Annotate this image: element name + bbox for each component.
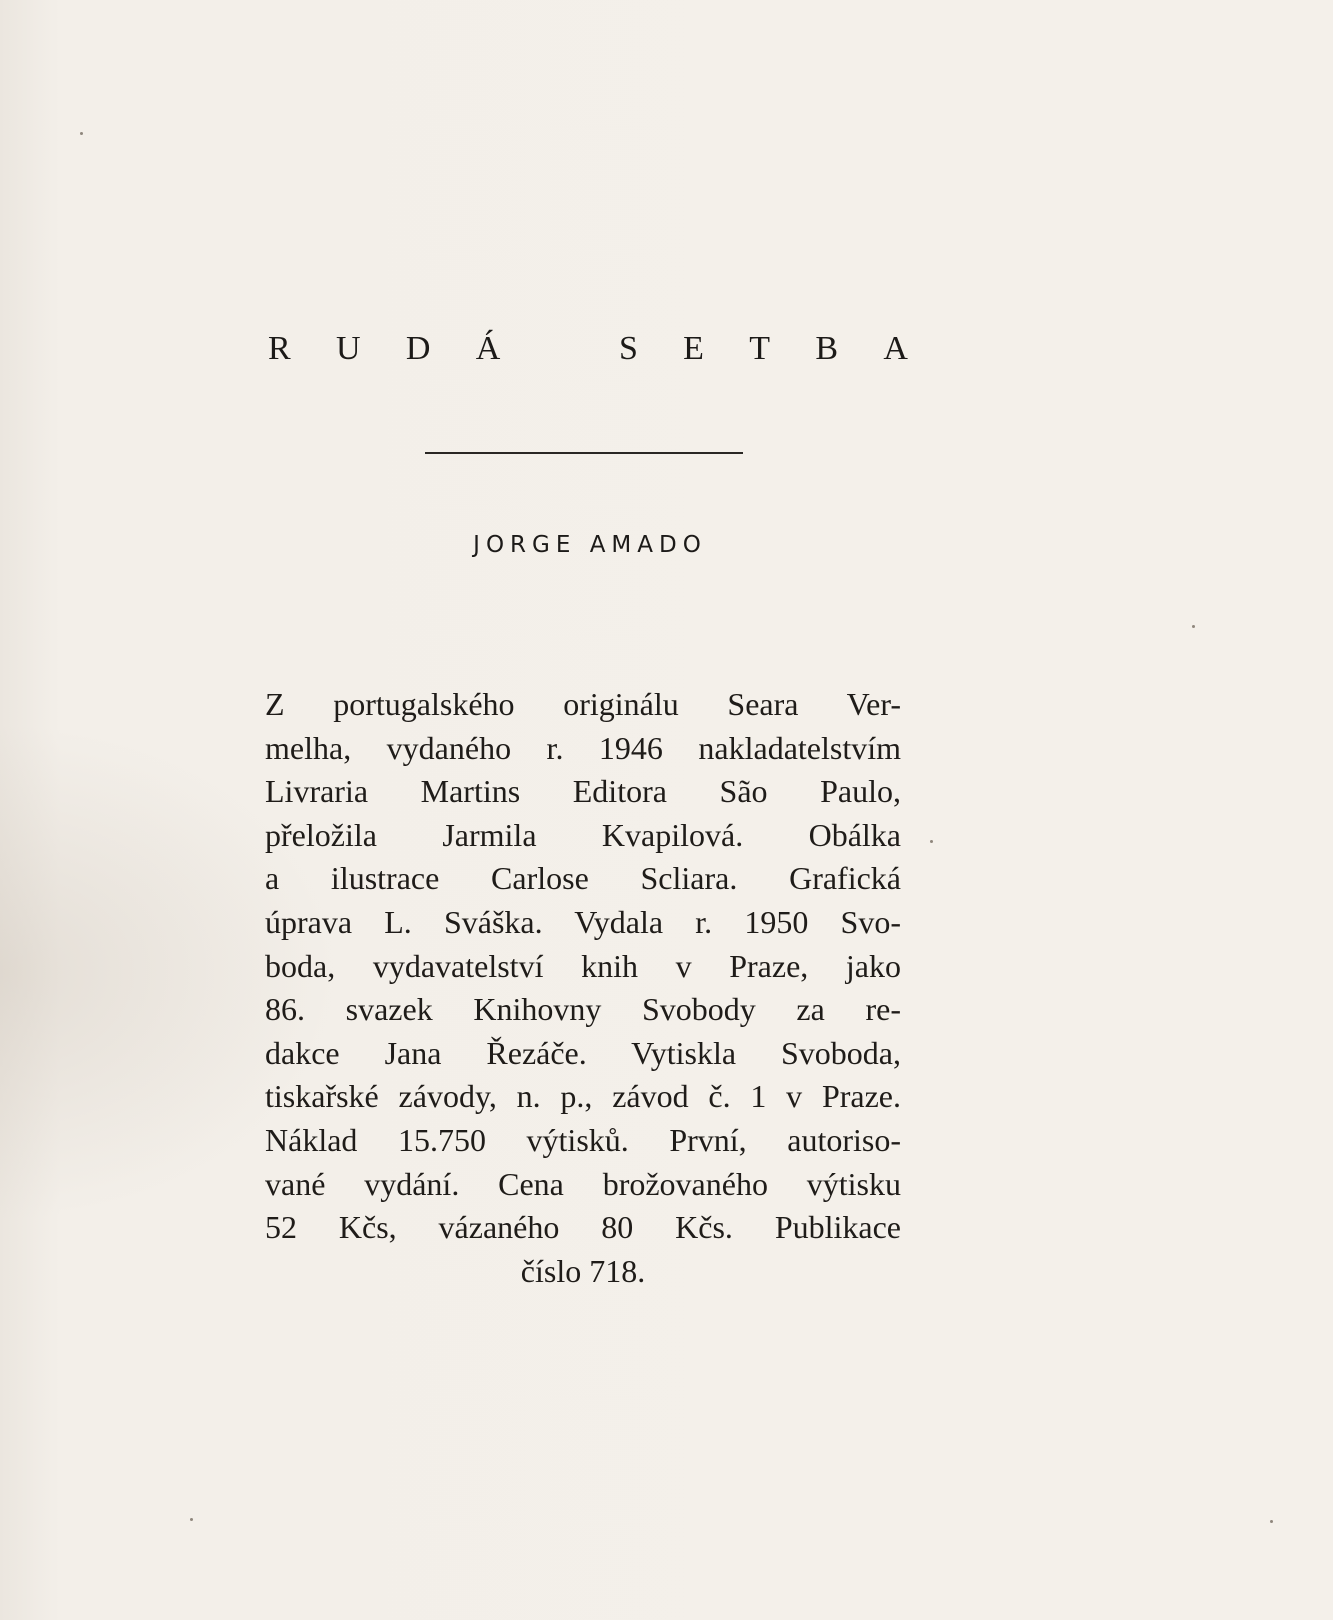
colophon-line: číslo 718.: [520, 1252, 646, 1289]
title-word-gap: [546, 330, 574, 368]
colophon-text: [265, 683, 901, 1293]
paper-speck: [80, 132, 83, 135]
colophon-line: přeložila Jarmila Kvapilová. Obálka: [265, 816, 901, 853]
title-letter: Á: [475, 330, 501, 367]
author-name: JORGE AMADO: [473, 532, 707, 558]
title-letter: S: [618, 330, 638, 367]
book-title: [268, 330, 908, 368]
colophon-line: Náklad 15.750 výtisků. První, autoriso-: [265, 1121, 901, 1158]
title-letter: E: [683, 330, 704, 367]
colophon-line: Livraria Martins Editora São Paulo,: [265, 773, 901, 810]
paper-speck: [190, 1518, 193, 1521]
colophon-line: vané vydání. Cena brožovaného výtisku: [265, 1165, 901, 1202]
title-letter: U: [336, 330, 361, 367]
title-letter: R: [268, 330, 291, 367]
paper-speck: [930, 840, 933, 843]
colophon-line: a ilustrace Carlose Scliara. Grafická: [265, 860, 901, 897]
colophon-line: melha, vydaného r. 1946 nakladatelstvím: [265, 729, 901, 766]
colophon-line: 86. svazek Knihovny Svobody za re-: [265, 991, 901, 1028]
colophon-line: Z portugalského originálu Seara Ver-: [265, 686, 901, 722]
paper-speck: [1192, 625, 1195, 628]
title-letter: B: [815, 330, 839, 367]
title-divider-rule: [425, 452, 743, 454]
title-letter: D: [405, 330, 431, 367]
title-letter: T: [749, 330, 771, 367]
colophon-line: tiskařské závody, n. p., závod č. 1 v Praze.: [265, 1078, 901, 1115]
colophon-line: dakce Jana Řezáče. Vytiskla Svoboda,: [265, 1034, 901, 1071]
colophon-line: boda, vydavatelství knih v Praze, jako: [265, 947, 901, 984]
paper-speck: [1270, 1520, 1273, 1523]
colophon-line: 52 Kčs, vázaného 80 Kčs. Publikace: [265, 1209, 901, 1246]
title-letter: A: [883, 330, 908, 367]
colophon-line: úprava L. Sváška. Vydala r. 1950 Svo-: [265, 903, 901, 940]
